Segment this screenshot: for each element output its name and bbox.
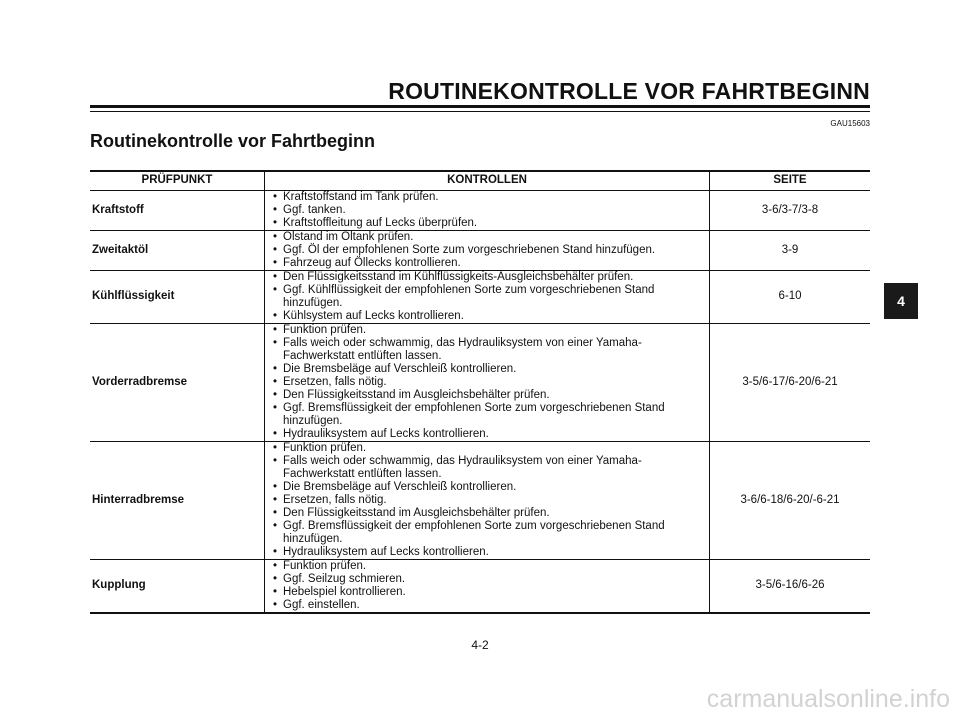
- table-row: [90, 230, 870, 270]
- check-action-list: [269, 442, 705, 559]
- column-header-page: SEITE: [710, 171, 871, 190]
- check-action: • Ersetzen, falls nötig.: [269, 376, 705, 389]
- check-action: • Funktion prüfen.: [269, 324, 705, 337]
- check-action: • Ggf. Öl der empfohlenen Sorte zum vorgeschriebenen Stand hinzufügen.: [269, 244, 705, 257]
- check-item: Vorderradbremse: [90, 323, 265, 441]
- check-action: • Falls weich oder schwammig, das Hydrauliksystem von einer Yamaha-Fachwerkstatt entlüften lassen.: [269, 455, 705, 481]
- check-actions: [265, 323, 710, 441]
- check-action: • Die Bremsbeläge auf Verschleiß kontrollieren.: [269, 481, 705, 494]
- check-item: Kraftstoff: [90, 190, 265, 230]
- check-action: • Kraftstoffleitung auf Lecks überprüfen.: [269, 217, 705, 230]
- table-row: [90, 270, 870, 323]
- column-header-item: PRÜFPUNKT: [90, 171, 265, 190]
- chapter-tab: 4: [884, 283, 918, 319]
- check-item: Kühlflüssigkeit: [90, 270, 265, 323]
- check-actions: [265, 190, 710, 230]
- document-code: GAU15603: [830, 119, 870, 128]
- running-header-title: ROUTINEKONTROLLE VOR FAHRTBEGINN: [388, 78, 870, 104]
- page-number: 4-2: [471, 638, 489, 652]
- check-item: Zweitaktöl: [90, 230, 265, 270]
- header-rule-thick: [90, 105, 870, 108]
- check-action: • Ggf. einstellen.: [269, 599, 705, 612]
- section-heading: Routinekontrolle vor Fahrtbeginn: [90, 131, 376, 151]
- check-action: • Den Flüssigkeitsstand im Ausgleichsbehälter prüfen.: [269, 389, 705, 402]
- check-item: Kupplung: [90, 559, 265, 613]
- page-reference: 3-6/6-18/6-20/-6-21: [710, 441, 871, 559]
- column-header-checks: KONTROLLEN: [265, 171, 710, 190]
- check-action: • Hydrauliksystem auf Lecks kontrollieren.: [269, 428, 705, 441]
- check-action: • Den Flüssigkeitsstand im Kühlflüssigkeits-Ausgleichsbehälter prüfen.: [269, 271, 705, 284]
- check-action: • Kühlsystem auf Lecks kontrollieren.: [269, 310, 705, 323]
- check-action: • Funktion prüfen.: [269, 442, 705, 455]
- page-reference: 3-5/6-16/6-26: [710, 559, 871, 613]
- check-action: • Falls weich oder schwammig, das Hydrauliksystem von einer Yamaha-Fachwerkstatt entlüften lassen.: [269, 337, 705, 363]
- table-row: [90, 441, 870, 559]
- check-action: • Ggf. tanken.: [269, 204, 705, 217]
- table-body: [90, 190, 870, 613]
- table-header-row: [90, 171, 870, 190]
- watermark-text: carmanualsonline.info: [706, 685, 950, 713]
- checklist-table: [90, 170, 870, 614]
- check-action: • Ersetzen, falls nötig.: [269, 494, 705, 507]
- check-actions: [265, 441, 710, 559]
- check-action: • Hydrauliksystem auf Lecks kontrollieren.: [269, 546, 705, 559]
- check-action: • Ggf. Bremsflüssigkeit der empfohlenen Sorte zum vorgeschriebenen Stand hinzufügen.: [269, 402, 705, 428]
- header-rule-thin: [90, 111, 870, 112]
- check-action: • Ggf. Bremsflüssigkeit der empfohlenen Sorte zum vorgeschriebenen Stand hinzufügen.: [269, 520, 705, 546]
- check-action: • Ggf. Seilzug schmieren.: [269, 573, 705, 586]
- check-action: • Hebelspiel kontrollieren.: [269, 586, 705, 599]
- page-reference: 3-6/3-7/3-8: [710, 190, 871, 230]
- check-actions: [265, 270, 710, 323]
- check-action: • Fahrzeug auf Öllecks kontrollieren.: [269, 257, 705, 270]
- check-action: • Ggf. Kühlflüssigkeit der empfohlenen Sorte zum vorgeschriebenen Stand hinzufügen.: [269, 284, 705, 310]
- page-reference: 6-10: [710, 270, 871, 323]
- check-action-list: [269, 271, 705, 323]
- check-action: • Ölstand im Öltank prüfen.: [269, 231, 705, 244]
- check-action-list: [269, 560, 705, 612]
- check-item: Hinterradbremse: [90, 441, 265, 559]
- check-action: • Funktion prüfen.: [269, 560, 705, 573]
- table-row: [90, 323, 870, 441]
- check-action-list: [269, 191, 705, 230]
- page-reference: 3-5/6-17/6-20/6-21: [710, 323, 871, 441]
- check-action: • Die Bremsbeläge auf Verschleiß kontrollieren.: [269, 363, 705, 376]
- table-row: [90, 559, 870, 613]
- table-row: [90, 190, 870, 230]
- check-action-list: [269, 231, 705, 270]
- check-action: • Kraftstoffstand im Tank prüfen.: [269, 191, 705, 204]
- page-reference: 3-9: [710, 230, 871, 270]
- check-actions: [265, 230, 710, 270]
- check-action: • Den Flüssigkeitsstand im Ausgleichsbehälter prüfen.: [269, 507, 705, 520]
- check-actions: [265, 559, 710, 613]
- check-action-list: [269, 324, 705, 441]
